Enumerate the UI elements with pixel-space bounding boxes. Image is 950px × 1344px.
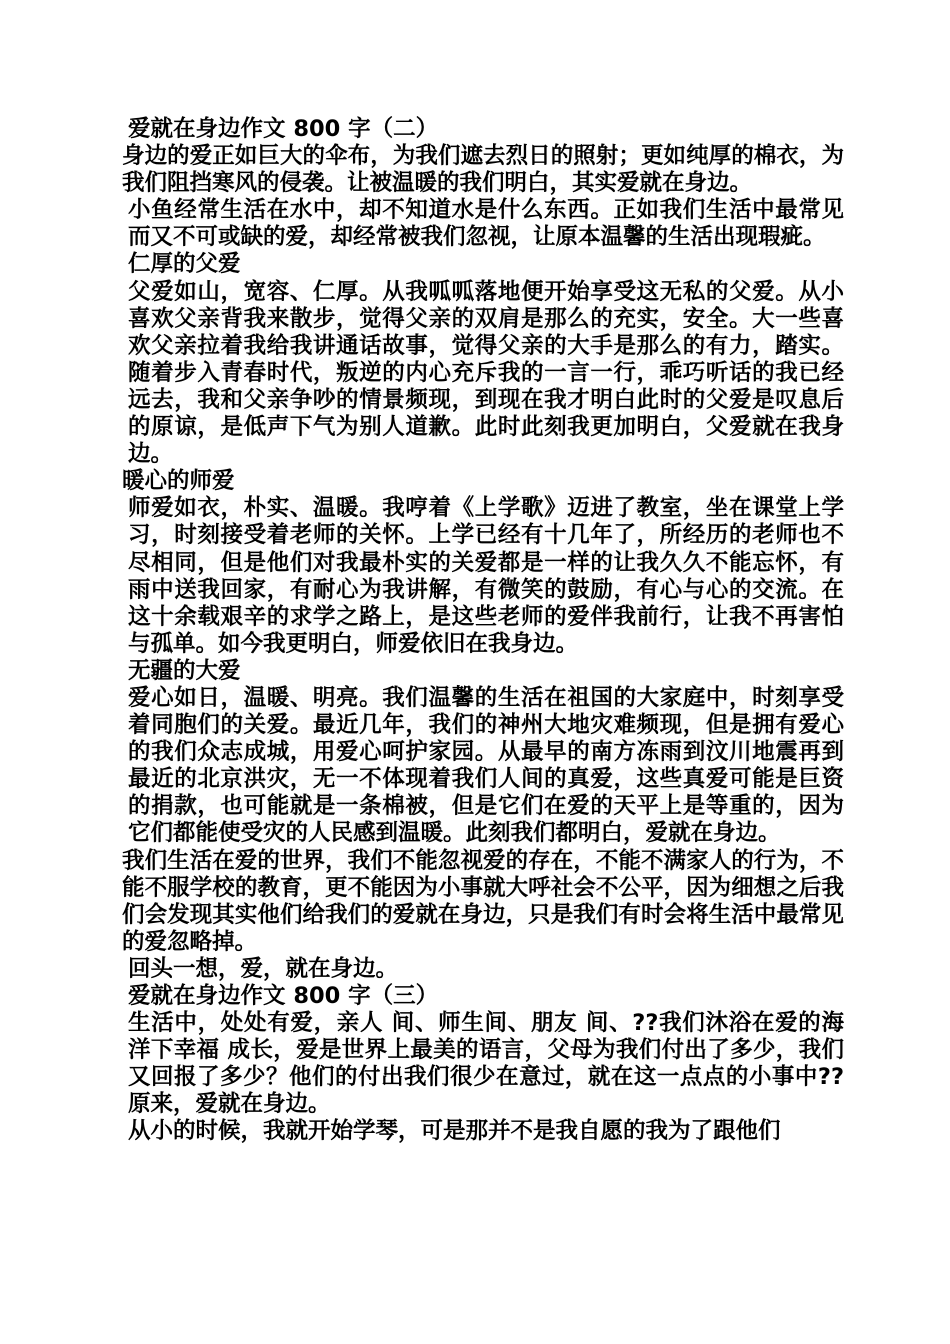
paragraph: 身边的爱正如巨大的伞布，为我们遮去烈日的照射；更如纯厚的棉衣，为我们阻挡寒风的侵袭。让被温暖的我们明白，其实爱就在身边。 bbox=[122, 143, 844, 197]
paragraph: 爱心如日，温暖、明亮。我们温馨的生活在祖国的大家庭中，时刻享受着同胞们的关爱。最近几年，我们的神州大地灾难频现，但是拥有爱心的我们众志成城，用爱心呵护家园。从最早的南方冻雨到汶川地震再到最近的北京洪灾，无一不体现着我们人间的真爱，这些真爱可能是巨资的捐款，也可能就是一条棉被，但是它们在爱的天平上是等重的，因为它们都能使受灾的人民感到温暖。此刻我们都明白，爱就在身边。 bbox=[128, 684, 844, 847]
section-title-2: 爱就在身边作文 800 字（二） bbox=[128, 116, 439, 142]
paragraph: 小鱼经常生活在水中，却不知道水是什么东西。正如我们生活中最常见而又不可或缺的爱，却经常被我们忽视，让原本温馨的生活出现瑕疵。 bbox=[128, 197, 844, 251]
paragraph: 生活中，处处有爱，亲人 间、师生间、朋友 间、??我们沐浴在爱的海洋下幸福 成长，爱是世界上最美的语言，父母为我们付出了多少，我们又回报了多少？他们的付出我们很少在意过，就在这一点点的小事中??原来，爱就在身边。 bbox=[128, 1010, 844, 1118]
section-title-3: 爱就在身边作文 800 字（三） bbox=[128, 983, 439, 1009]
document-body bbox=[116, 116, 844, 1146]
subheading-father-love: 仁厚的父爱 bbox=[128, 251, 241, 278]
paragraph: 我们生活在爱的世界，我们不能忽视爱的存在，不能不满家人的行为，不能不服学校的教育，更不能因为小事就大呼社会不公平，因为细想之后我们会发现其实他们给我们的爱就在身边，只是我们有时会将生活中最常见的爱忽略掉。 bbox=[122, 847, 844, 955]
subheading-teacher-love: 暖心的师爱 bbox=[122, 468, 235, 495]
paragraph: 从小的时候，我就开始学琴，可是那并不是我自愿的我为了跟他们 bbox=[128, 1118, 781, 1145]
paragraph: 父爱如山，宽容、仁厚。从我呱呱落地便开始享受这无私的父爱。从小喜欢父亲背我来散步，觉得父亲的双肩是那么的充实，安全。大一些喜欢父亲拉着我给我讲通话故事，觉得父亲的大手是那么的有力，踏实。随着步入青春时代，叛逆的内心充斥我的一言一行，乖巧听话的我已经远去，我和父亲争吵的情景频现，到现在我才明白此时的父爱是叹息后的原谅，是低声下气为别人道歉。此时此刻我更加明白，父爱就在我身边。 bbox=[128, 278, 844, 468]
paragraph: 师爱如衣，朴实、温暖。我哼着《上学歌》迈进了教室，坐在课堂上学习，时刻接受着老师的关怀。上学已经有十几年了，所经历的老师也不尽相同，但是他们对我最朴实的关爱都是一样的让我久久不能忘怀，有雨中送我回家，有耐心为我讲解，有微笑的鼓励，有心与心的交流。在这十余载艰辛的求学之路上，是这些老师的爱伴我前行，让我不再害怕与孤单。如今我更明白，师爱依旧在我身边。 bbox=[128, 495, 844, 657]
subheading-great-love: 无疆的大爱 bbox=[128, 657, 241, 684]
paragraph: 回头一想，爱，就在身边。 bbox=[128, 955, 399, 982]
